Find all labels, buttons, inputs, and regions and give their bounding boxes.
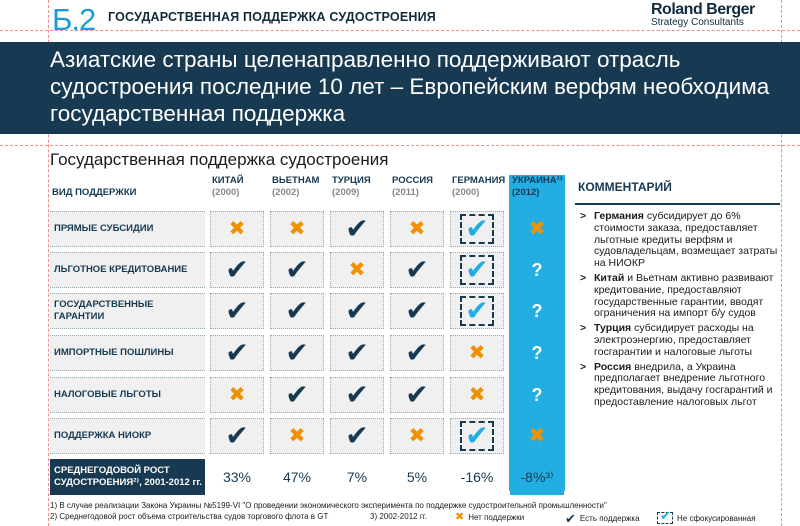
table-cell <box>270 211 324 247</box>
check-icon: ✔ <box>225 295 249 326</box>
check-icon: ✔ <box>225 420 249 451</box>
row-label: ПРЯМЫЕ СУБСИДИИ <box>50 211 205 247</box>
table-cell <box>330 418 384 454</box>
comments-title: КОММЕНТАРИЙ <box>578 180 672 194</box>
comment-text: субсидирует расходы на электроэнергию, предоставляет госгарантии и налоговые льготы <box>594 322 754 358</box>
check-icon: ✔ <box>405 337 429 368</box>
table-cell <box>330 335 384 371</box>
comment-text: субсидирует до 6% стоимости заказа, предоставляет льготные кредиты верфям и судовладельцам, возмещает затраты на НИОКР <box>594 210 778 270</box>
legend-unfocused <box>657 508 756 524</box>
cross-icon: ✖ <box>348 259 366 281</box>
cross-icon: ✖ <box>408 218 426 240</box>
comment-item <box>578 323 778 358</box>
table-cell <box>450 377 504 413</box>
question-icon: ? <box>531 260 543 280</box>
comment-item <box>578 362 778 409</box>
cross-icon: ✖ <box>228 218 246 240</box>
table-cell <box>510 377 564 413</box>
table-cell <box>450 418 504 454</box>
question-icon: ? <box>531 343 543 363</box>
unfocused-outline <box>460 421 494 451</box>
table-cell <box>450 252 504 288</box>
column-header-year: (2009) <box>332 187 360 198</box>
comment-text: внедрила, а Украина предполагает внедрение льготного кредитования, выдачу госгарантий и предоставление налоговых льгот <box>594 360 773 408</box>
row-label: ИМПОРТНЫЕ ПОШЛИНЫ <box>50 335 205 371</box>
table-cell <box>270 293 324 329</box>
row-label: НАЛОГОВЫЕ ЛЬГОТЫ <box>50 377 205 413</box>
comments-divider <box>575 203 780 205</box>
legend-no-support <box>455 512 524 523</box>
column-header-country: ВЬЕТНАМ <box>272 175 320 186</box>
question-icon: ? <box>531 301 543 321</box>
check-icon: ✔ <box>345 295 369 326</box>
table-cell <box>210 293 264 329</box>
dashed-check-icon: ✔ <box>465 254 489 285</box>
bullet-icon: > <box>580 360 587 373</box>
legend-yes-label: Есть поддержка <box>579 514 640 523</box>
table-cell <box>510 211 564 247</box>
table-cell <box>270 335 324 371</box>
cross-icon: ✖ <box>468 384 486 406</box>
check-icon: ✔ <box>285 379 309 410</box>
dashed-check-icon: ✔ <box>465 295 489 326</box>
growth-value: 5% <box>406 469 428 485</box>
column-header-country: ГЕРМАНИЯ <box>452 175 506 186</box>
column-header-year: (2011) <box>392 187 419 198</box>
growth-value: 7% <box>346 469 368 485</box>
guide-line <box>0 30 800 31</box>
check-icon: ✔ <box>405 254 429 285</box>
logo-sub-text: Strategy Consultants <box>651 17 744 28</box>
table-cell <box>510 418 564 454</box>
table-cell <box>210 335 264 371</box>
table-cell <box>510 252 564 288</box>
table-cell <box>510 293 564 329</box>
check-icon: ✔ <box>405 379 429 410</box>
legend-no-label: Нет поддержки <box>468 513 525 522</box>
table-cell <box>270 418 324 454</box>
table-cell <box>390 293 444 329</box>
table-cell <box>450 293 504 329</box>
check-icon: ✔ <box>285 254 309 285</box>
check-icon: ✔ <box>565 511 576 526</box>
cross-icon: ✖ <box>228 384 246 406</box>
unfocused-outline <box>460 296 494 326</box>
growth-label: СРЕДНЕГОДОВОЙ РОСТ СУДОСТРОЕНИЯ²⁾, 2001-2012 гг. <box>50 459 205 495</box>
check-icon: ✔ <box>345 213 369 244</box>
cross-icon: ✖ <box>528 425 546 447</box>
column-header <box>392 175 433 199</box>
row-label: ЛЬГОТНОЕ КРЕДИТОВАНИЕ <box>50 252 205 288</box>
table-cell <box>450 211 504 247</box>
table-cell <box>210 252 264 288</box>
column-header-year: (2002) <box>272 187 300 198</box>
table-cell <box>210 418 264 454</box>
check-icon: ✔ <box>285 337 309 368</box>
column-header-country: ТУРЦИЯ <box>332 175 371 186</box>
company-logo <box>651 1 779 28</box>
table-cell <box>390 418 444 454</box>
comment-item <box>578 211 778 270</box>
cross-icon: ✖ <box>408 425 426 447</box>
column-header-year: (2000) <box>452 187 480 198</box>
table-cell <box>390 335 444 371</box>
table-cell <box>390 377 444 413</box>
table-title: Государственная поддержка судостроения <box>50 150 389 169</box>
table-cell <box>330 211 384 247</box>
cross-icon: ✖ <box>288 218 306 240</box>
legend-support <box>565 512 640 525</box>
cross-icon: ✖ <box>528 218 546 240</box>
column-header <box>452 175 505 199</box>
comment-subject: Турция <box>594 322 632 335</box>
bullet-icon: > <box>580 210 587 222</box>
table-cell <box>270 377 324 413</box>
table-cell <box>330 293 384 329</box>
cross-icon: ✖ <box>468 342 486 364</box>
growth-value: 33% <box>222 469 252 485</box>
bullet-icon: > <box>580 271 587 284</box>
row-label: ГОСУДАРСТВЕННЫЕ ГАРАНТИИ <box>50 293 205 329</box>
growth-value: -8%³⁾ <box>510 459 564 495</box>
column-header <box>332 175 371 199</box>
guide-line <box>0 145 800 146</box>
check-icon: ✔ <box>225 337 249 368</box>
comment-subject: Германия <box>594 210 644 222</box>
table-cell <box>330 377 384 413</box>
dashed-check-icon: ✔ <box>465 213 489 244</box>
check-icon: ✔ <box>225 254 249 285</box>
bullet-icon: > <box>580 322 587 335</box>
headline-text: Азиатские страны целенаправленно поддерживают отрасль судостроения последние 10 лет – Европейским верфям необходима государственная поддержка <box>50 47 770 126</box>
legend-unfocused-label: Не сфокусированная <box>677 513 756 523</box>
question-icon: ? <box>531 385 543 405</box>
table-cell <box>390 252 444 288</box>
unfocused-outline <box>460 214 494 244</box>
dashed-check-icon: ✔ <box>657 512 673 524</box>
check-icon: ✔ <box>345 379 369 410</box>
check-icon: ✔ <box>345 420 369 451</box>
table-cell <box>510 335 564 371</box>
column-header-country: КИТАЙ <box>212 175 244 186</box>
column-header-year: (2012) <box>512 187 540 198</box>
comment-subject: Россия <box>594 360 632 373</box>
footnote-2: 2) Среднегодовой рост объема строительства судов торгового флота в GT <box>50 512 329 521</box>
dashed-check-icon: ✔ <box>465 420 489 451</box>
check-icon: ✔ <box>345 337 369 368</box>
check-icon: ✔ <box>405 295 429 326</box>
row-header-label: ВИД ПОДДЕРЖКИ <box>52 187 137 198</box>
column-header-year: (2000) <box>212 187 240 198</box>
footnote-1: 1) В случае реализации Закона Украины №5199-VI "О проведении экономического эксперимента по поддержке судостроительной промышленности" <box>50 501 607 510</box>
logo-main-text: Roland Berger <box>651 1 755 18</box>
column-header <box>512 175 563 199</box>
cross-icon: ✖ <box>288 425 306 447</box>
growth-value: -16% <box>460 469 494 485</box>
table-cell <box>210 377 264 413</box>
comments-list <box>578 211 778 412</box>
comment-text: и Вьетнам активно развивают кредитование, предоставляют государственные гарантии, вводят ограничения на импорт б/у судов <box>594 271 774 320</box>
table-cell <box>450 335 504 371</box>
section-title: ГОСУДАРСТВЕННАЯ ПОДДЕРЖКА СУДОСТРОЕНИЯ <box>108 10 436 24</box>
cross-icon: ✖ <box>455 511 465 523</box>
column-header-country: УКРАИНА¹⁾ <box>512 175 563 186</box>
column-header <box>272 175 319 199</box>
check-icon: ✔ <box>285 295 309 326</box>
footnote-3: 3) 2002-2012 гг. <box>370 512 427 521</box>
table-cell <box>390 211 444 247</box>
headline-banner <box>0 42 800 134</box>
growth-value: 47% <box>282 469 312 485</box>
table-cell <box>270 252 324 288</box>
column-header <box>212 175 244 199</box>
table-cell <box>210 211 264 247</box>
column-header-country: РОССИЯ <box>392 175 433 186</box>
table-cell <box>330 252 384 288</box>
row-label: ПОДДЕРЖКА НИОКР <box>50 418 205 454</box>
comment-item <box>578 273 778 320</box>
comment-subject: Китай <box>594 271 625 284</box>
unfocused-outline <box>460 255 494 285</box>
section-number: Б.2 <box>52 2 96 37</box>
